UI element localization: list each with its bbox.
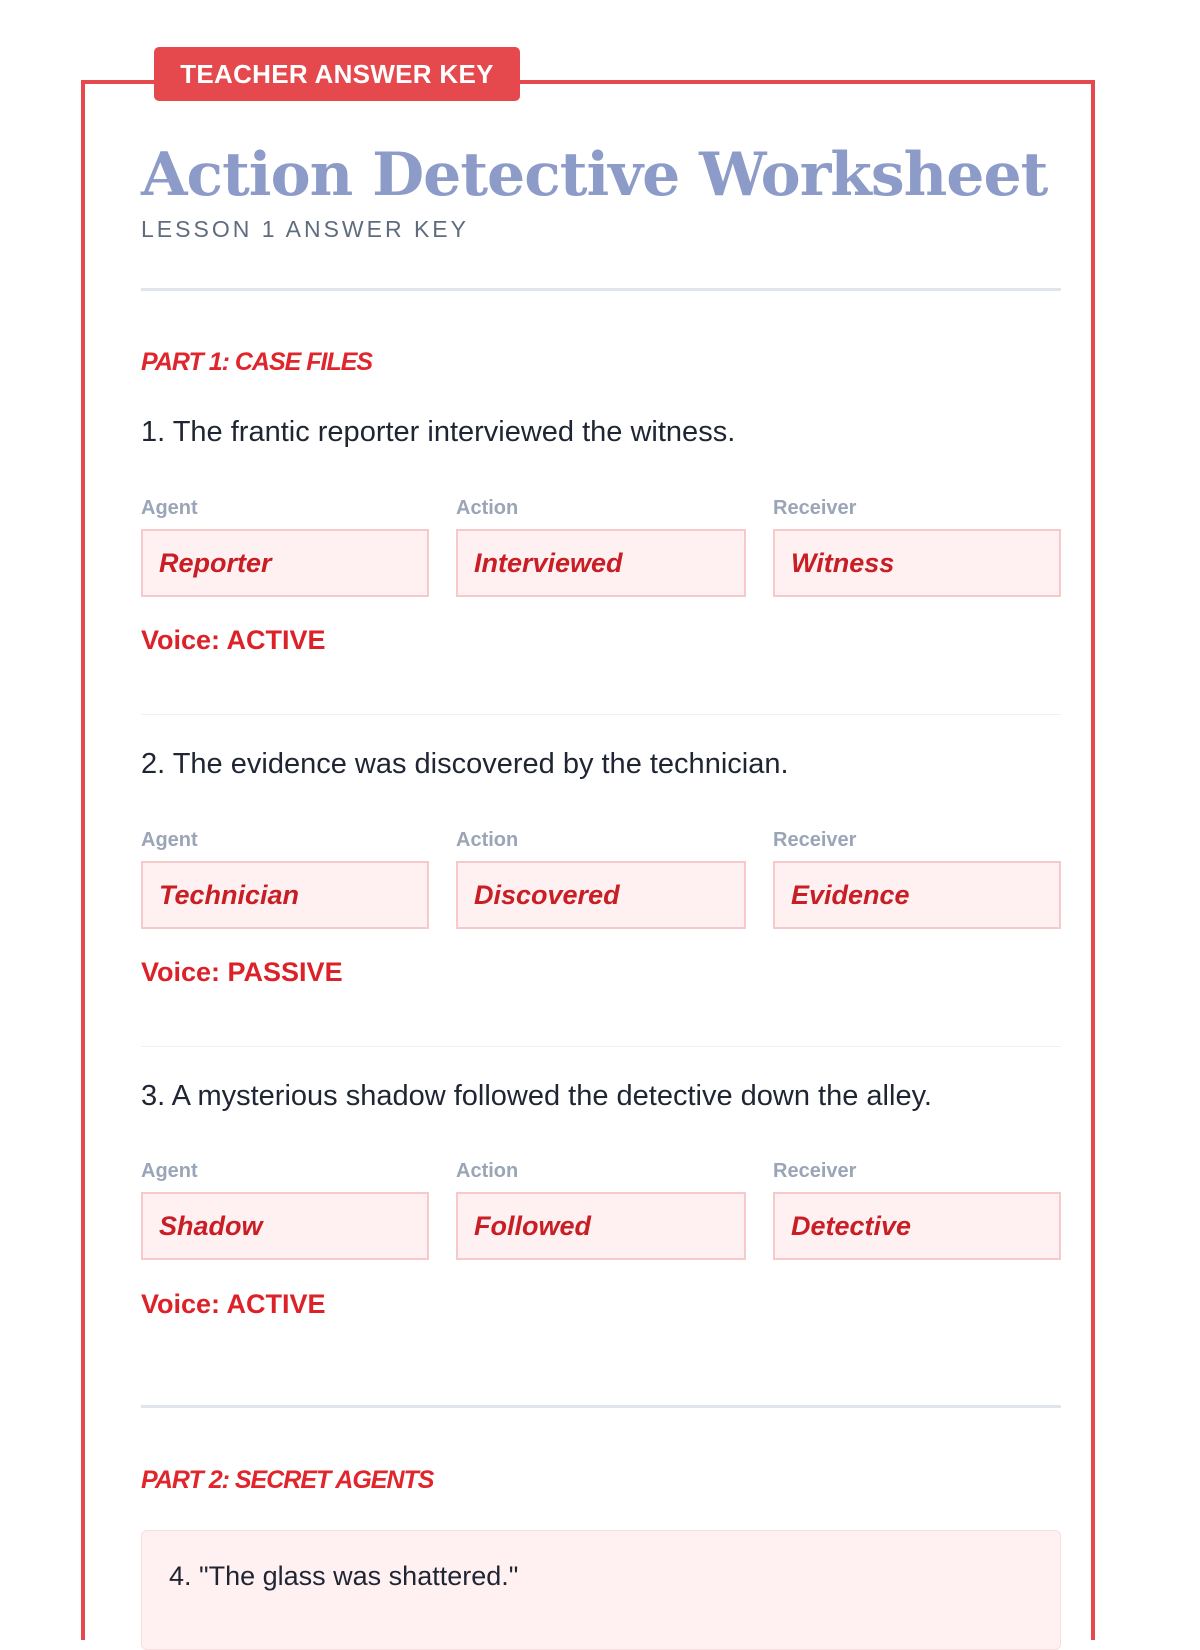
question-1-text: 1. The frantic reporter interviewed the witness.	[141, 416, 736, 448]
voice-prefix: Voice:	[141, 957, 228, 987]
question-3-action-field	[456, 1158, 746, 1260]
question-3-voice-value: ACTIVE	[226, 1289, 326, 1319]
question-3-receiver-answer: Detective	[773, 1192, 1061, 1260]
question-3-agent-answer: Shadow	[141, 1192, 429, 1260]
teacher-answer-key-banner: TEACHER ANSWER KEY	[154, 47, 520, 101]
question-3-action-answer: Followed	[456, 1192, 746, 1260]
question-3-receiver-field	[773, 1158, 1061, 1260]
voice-prefix: Voice:	[141, 625, 227, 655]
question-1-agent-field	[141, 495, 429, 597]
question-1-action-answer: Interviewed	[456, 529, 746, 597]
question-1-voice-value: ACTIVE	[226, 625, 326, 655]
question-1-agent-answer: Reporter	[141, 529, 429, 597]
section-divider	[141, 288, 1061, 291]
question-4-card	[141, 1530, 1061, 1650]
agent-label: Agent	[141, 829, 198, 851]
question-2-text: 2. The evidence was discovered by the technician.	[141, 748, 789, 780]
question-3-agent-field	[141, 1158, 429, 1260]
question-2-action-field	[456, 827, 746, 929]
question-divider	[141, 1046, 1061, 1047]
agent-label: Agent	[141, 1160, 198, 1182]
part-2-title: PART 2: SECRET AGENTS	[141, 1466, 434, 1494]
question-2-action-answer: Discovered	[456, 861, 746, 929]
question-3-voice	[141, 1289, 326, 1320]
question-2-voice	[141, 957, 343, 988]
worksheet-subtitle: LESSON 1 ANSWER KEY	[141, 216, 469, 242]
worksheet-title: Action Detective Worksheet	[141, 140, 1048, 210]
receiver-label: Receiver	[773, 497, 857, 519]
question-2-agent-field	[141, 827, 429, 929]
question-4-text: 4. "The glass was shattered."	[169, 1561, 519, 1591]
question-2-receiver-answer: Evidence	[773, 861, 1061, 929]
receiver-label: Receiver	[773, 1160, 857, 1182]
agent-label: Agent	[141, 497, 198, 519]
question-2-receiver-field	[773, 827, 1061, 929]
question-1-voice	[141, 625, 326, 656]
action-label: Action	[456, 1160, 519, 1182]
question-1-receiver-answer: Witness	[773, 529, 1061, 597]
part-1-title: PART 1: CASE FILES	[141, 348, 373, 376]
question-2-agent-answer: Technician	[141, 861, 429, 929]
action-label: Action	[456, 829, 519, 851]
receiver-label: Receiver	[773, 829, 857, 851]
question-3-text: 3. A mysterious shadow followed the detective down the alley.	[141, 1080, 932, 1112]
action-label: Action	[456, 497, 519, 519]
voice-prefix: Voice:	[141, 1289, 227, 1319]
question-1-receiver-field	[773, 495, 1061, 597]
question-divider	[141, 714, 1061, 715]
section-divider	[141, 1405, 1061, 1408]
question-2-voice-value: PASSIVE	[227, 957, 343, 987]
question-1-action-field	[456, 495, 746, 597]
